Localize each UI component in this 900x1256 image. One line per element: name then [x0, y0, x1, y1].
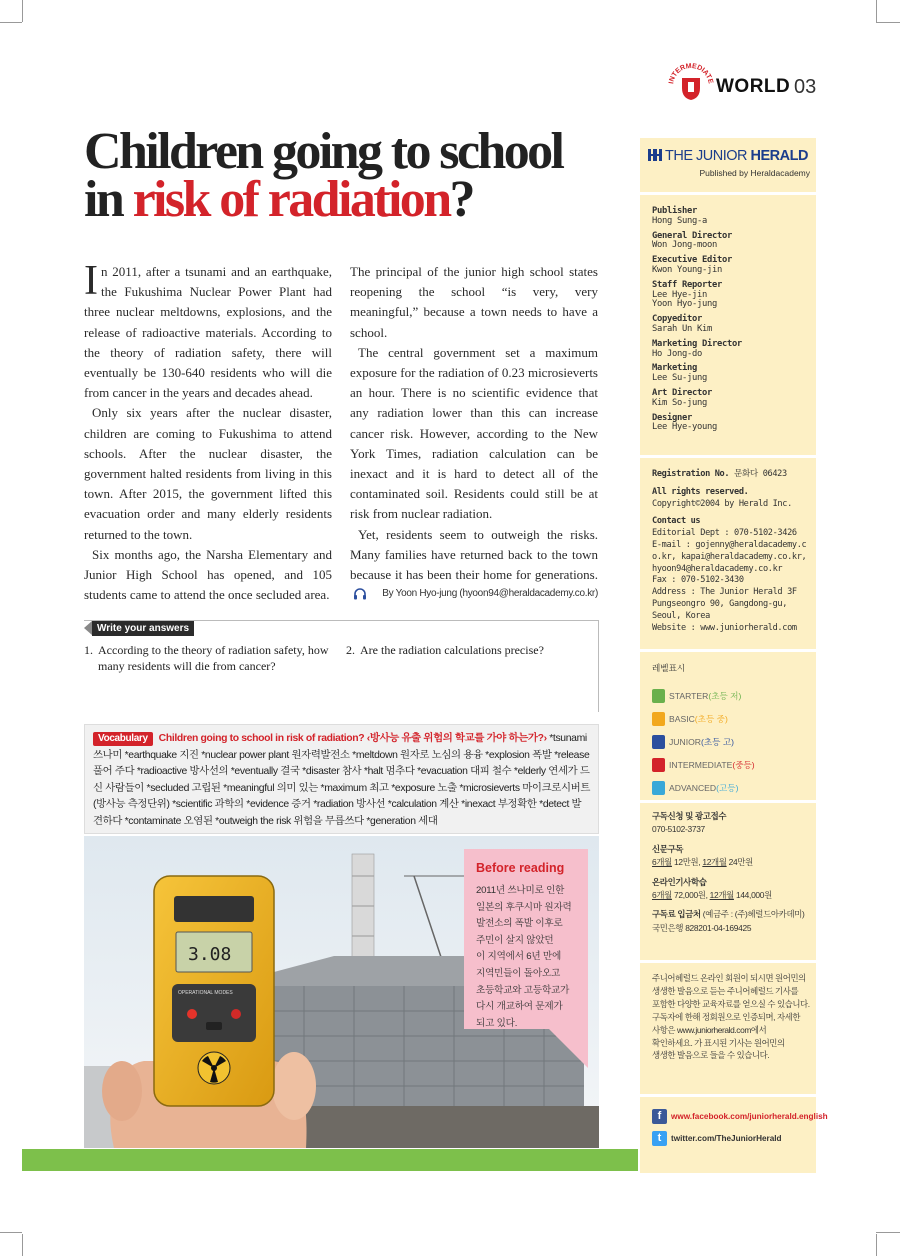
- level-basic: BASIC (초등 중): [652, 707, 812, 730]
- page-title: [84, 123, 624, 228]
- crop-mark: [22, 0, 23, 22]
- crop-mark: [876, 22, 900, 23]
- crop-mark: [876, 1234, 877, 1256]
- twitter-icon: t: [652, 1131, 667, 1146]
- crop-mark: [0, 1232, 22, 1233]
- vocabulary-title: Children going to school in risk of radiation? ‹방사능 유출 위험의 학교를 가야 하는가?›: [158, 733, 547, 744]
- hand-icon: [652, 735, 665, 749]
- headline-line1: Children going to school: [84, 123, 563, 180]
- published-by: Published by Heraldacademy: [699, 168, 810, 178]
- vocabulary-label: Vocabulary: [93, 732, 153, 746]
- paragraph: In 2011, after a tsunami and an earthquake, the Fukushima Nuclear Power Plant had three nuclear meltdowns, explosions, and the release of radioactive materials. According to the theory of radiation safety, there will eventually be 130-640 residents who will die from cancer in the years and decades ahead.: [84, 258, 332, 401]
- drop-cap: I: [84, 258, 98, 304]
- facebook-icon: f: [652, 1109, 667, 1124]
- before-reading-text: 2011년 쓰나미로 인한 일본의 후쿠시마 원자력 발전소의 폭발 이후로 주민이 살지 않았던 이 지역에서 6년 만에 지역민들이 돌아오고 초등학교와 고등학교가 다시 개교하여 문제가 되고 있다.: [476, 885, 572, 1029]
- page-number: 03: [794, 76, 817, 98]
- crop-mark: [22, 1234, 23, 1256]
- divider: [640, 800, 816, 803]
- byline: By Yoon Hyo-jung (hyoon94@heraldacademy.co.kr): [382, 588, 598, 599]
- divider: [640, 455, 816, 458]
- section-title: WORLD: [716, 76, 791, 97]
- paragraph: Yet, residents seem to outweigh the risks. Many families have returned back to the town because it has been their home for generations.: [350, 525, 598, 606]
- article-column-2: [350, 262, 598, 605]
- level-intermediate: INTERMEDIATE (중등): [652, 753, 812, 776]
- paragraph: Only six years after the nuclear disaster, children are coming to Fukushima to attend schools. After the nuclear disaster, the government halted residents from living in this town. After 2015, the government lifted this evacuation order and many elderly residents returned to the town.: [84, 405, 332, 542]
- question-2: 2. Are the radiation calculations precise?: [346, 643, 544, 657]
- crop-mark: [0, 22, 22, 23]
- hand-icon: [652, 689, 665, 703]
- twitter-link[interactable]: t twitter.com/TheJuniorHerald: [652, 1130, 782, 1146]
- before-reading-title: Before reading: [476, 861, 565, 875]
- before-reading-box: [464, 849, 588, 1029]
- write-answers-label: Write your answers: [92, 621, 194, 636]
- level-starter: STARTER (초등 저): [652, 684, 812, 707]
- level-badge-text: INTERMEDIATE: [668, 62, 714, 85]
- membership-notice: 주니어헤럴드 온라인 회원이 되시면 원어민의 생생한 발음으로 듣는 주니어헤럴드 기사를 포함한 다양한 교육자료를 얻으실 수 있습니다. 구독자에 한해 정회원으로 인증되며, 자세한 사항은 www.juniorherald.com에서 확인하세요. 가 표시된 기사는 원어민의 생생한 발음으로 들을 수 있습니다.: [652, 973, 810, 1061]
- facebook-link[interactable]: f www.facebook.com/juniorherald.english: [652, 1108, 828, 1124]
- paragraph: Six months ago, the Narsha Elementary and Junior High School has opened, and 105 students came to attend the once secluded area.: [84, 546, 332, 603]
- alarm-button: [187, 1009, 197, 1019]
- headline-highlight: risk of radiation: [132, 171, 450, 228]
- device-label: OPERATIONAL MODES: [178, 990, 233, 996]
- divider: [640, 1094, 816, 1097]
- footer-bar: [22, 1149, 638, 1171]
- device-display-value: 3.08: [188, 944, 232, 965]
- paragraph: The principal of the junior high school states reopening the school “is very, very meaningful,” because a town needs to have a school.: [350, 264, 598, 340]
- vocabulary-box: [84, 724, 599, 834]
- level-legend: 레벨표시 STARTER (초등 저) BASIC (초등 중) JUNIOR (초등 고) INTERMEDIATE (중등) ADVANCED (고등): [652, 662, 812, 799]
- hand-icon: [652, 781, 665, 795]
- divider: [640, 960, 816, 963]
- level-advanced: ADVANCED (고등): [652, 776, 812, 799]
- level-junior: JUNIOR (초등 고): [652, 730, 812, 753]
- headline-line2-prefix: in: [84, 171, 133, 228]
- paragraph: The central government set a maximum exposure for the radiation of 0.23 microsieverts an hour. There is no scientific evidence that any radiation lower than this can increase cancer risk. However, according to the New York Times, radiation calculation can be inexact and it is hard to detect all of the contaminated soil. Residents could still be at risk from nuclear radiation.: [350, 344, 598, 522]
- website-link[interactable]: Website : www.juniorherald.com: [652, 622, 797, 633]
- article-column-1: [84, 258, 332, 605]
- crop-mark: [876, 1232, 900, 1233]
- hand-icon: [652, 712, 665, 726]
- divider: [640, 649, 816, 652]
- staff-list: Publisher Hong Sung-a General Director Won Jong-moon Executive Editor Kwon Young-jin Staff Reporter Lee Hye-jin Yoon Hyo-jung Copyeditor Sarah Un Kim Marketing Director Ho Jong-do Marketing Lee Su-jung Art Director Kim So-jung Designer Lee Hye-young: [652, 206, 742, 433]
- brand-mark-icon: [648, 149, 662, 161]
- crop-mark: [876, 0, 877, 22]
- divider: [640, 192, 816, 195]
- headline-line2-suffix: ?: [449, 171, 473, 228]
- subscription-info: 구독신청 및 광고접수 070-5102-3737 신문구독 6개월 12만원, 12개월 24만원 온라인기사학습 6개월 72,000원, 12개월 144,000원 구독료 입금처 (예금주 : (주)헤럴드아카데미) 국민은행 828201-04-169425: [652, 811, 805, 933]
- hand-icon: [652, 758, 665, 772]
- vocabulary-body: *tsunami 쓰나미 *earthquake 지진 *nuclear power plant 원자력발전소 *meltdown 원자로 노심의 용융 *explosion 폭발 *release 풀어 주다 *radioactive 방사선의 *eventually 결국 *disaster 참사 *halt 멈추다 *evacuation 대피 철수 *elderly 연세가 드신 사람들이 *secluded 고립된 *meaningful 의미 있는 *maximum 최고 *exposure 노출 *microsieverts 마이크로시버트 (방사능 측정단위) *scientific 과학의 *evidence 증거 *radiation 방사선 *calculation 계산 *inexact 부정확한 *detect 발견하다 *contaminate 오염된 *outweigh the risk 위험을 무릅쓰다 *generation 세대: [93, 733, 591, 827]
- gamma-button: [231, 1009, 241, 1019]
- intermediate-level-badge: [668, 56, 714, 102]
- registration-info: Registration No. 문화다 06423 All rights reserved. Copyright©2004 by Herald Inc. Contact us Editorial Dept : 070-5102-3426 E-mail : gojenny@heraldacademy.co.kr, kapai@heraldacademy.co.kr, hyoon94@heraldacademy.co.kr Fax : 070-5102-3430 Address : The Junior Herald 3F Pungseongro 90, Gangdong-gu, Seoul, Korea Website : www.juniorherald.com: [652, 469, 812, 634]
- question-1: 1. According to the theory of radiation safety, how many residents will die from cancer?: [84, 643, 329, 673]
- brand-logo: THE JUNIOR HERALD: [648, 148, 808, 164]
